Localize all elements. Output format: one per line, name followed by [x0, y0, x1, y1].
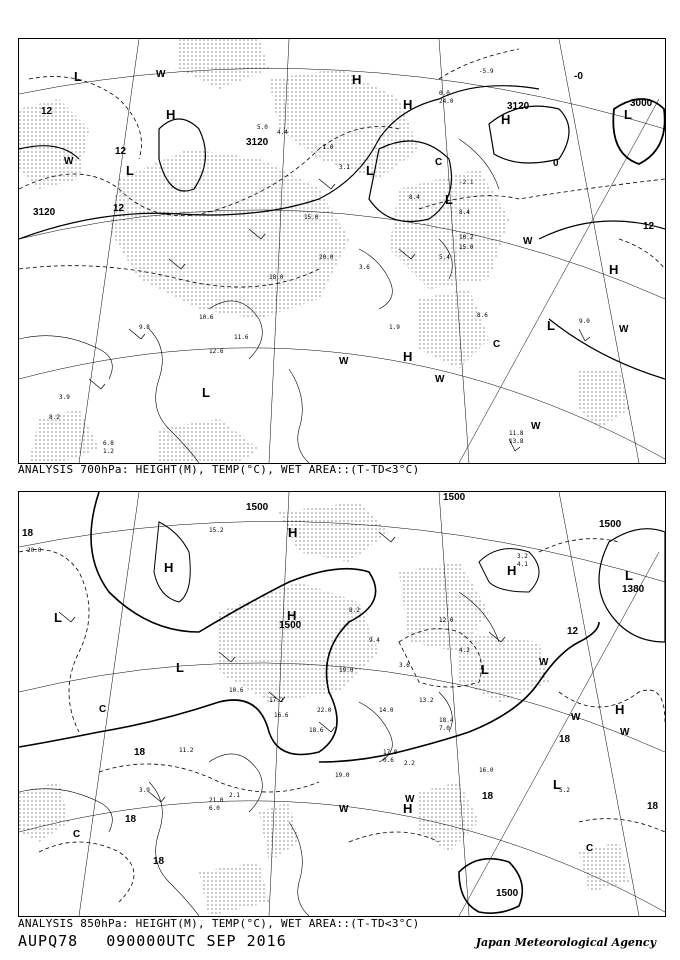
obs-value: 3.9: [59, 394, 70, 401]
obs-value: 10.6: [229, 687, 244, 694]
low-center: L: [54, 610, 62, 625]
warm-center: W: [619, 324, 629, 335]
warm-center: W: [620, 727, 630, 738]
isotherms: [19, 539, 665, 902]
temp-label: 18: [647, 801, 659, 812]
cold-center: C: [435, 157, 443, 168]
low-center: L: [625, 568, 633, 583]
obs-value: 18.6: [309, 727, 324, 734]
low-center: L: [445, 192, 453, 207]
panel-850-caption: ANALYSIS 850hPa: HEIGHT(M), TEMP(°C), WET AREA::(T-TD<3°C): [18, 917, 420, 930]
low-center: L: [126, 163, 134, 178]
height-label: 1500: [279, 620, 302, 631]
obs-value: 18.4: [439, 717, 454, 724]
height-label: 3120: [33, 207, 56, 218]
temp-label: 12: [113, 203, 125, 214]
obs-value: 2.1: [229, 792, 240, 799]
high-center: H: [403, 801, 413, 816]
analysis-850hpa-map: [18, 491, 666, 917]
panel-700-caption: ANALYSIS 700hPa: HEIGHT(M), TEMP(°C), WET AREA::(T-TD<3°C): [18, 463, 420, 476]
low-center: L: [366, 163, 374, 178]
obs-value: 17.0: [383, 749, 398, 756]
obs-value: 5.4: [439, 254, 450, 261]
obs-value: 0.6: [383, 757, 394, 764]
height-label: 3120: [246, 137, 269, 148]
obs-value: 3.9: [139, 787, 150, 794]
obs-value: 22.0: [317, 707, 332, 714]
obs-value: 6.0: [209, 805, 220, 812]
wet-area-stipple: [19, 39, 629, 463]
obs-value: 16.6: [274, 712, 289, 719]
temp-label: W: [523, 236, 533, 247]
obs-value: 9.8: [139, 324, 150, 331]
map-850hpa-graphics: [19, 492, 665, 916]
obs-value: 4.1: [517, 561, 528, 568]
chart-datetime: 090000UTC SEP 2016: [106, 932, 287, 950]
obs-value: -1.0: [319, 144, 334, 151]
pressure-systems: [54, 525, 633, 854]
obs-value: 8.4: [459, 209, 470, 216]
obs-value: 12.0: [439, 617, 454, 624]
obs-value: 13.2: [419, 697, 434, 704]
high-center: H: [403, 97, 413, 112]
obs-value: 18.0: [269, 274, 284, 281]
temperature-labels: [22, 528, 659, 867]
low-center: L: [624, 107, 632, 122]
high-center: H: [501, 112, 511, 127]
obs-value: 24.0: [439, 98, 454, 105]
obs-value: 8.2: [49, 414, 60, 421]
temp-label: 0: [553, 158, 559, 169]
obs-value: 15.2: [209, 527, 224, 534]
high-center: H: [609, 262, 619, 277]
obs-value: 6.8: [103, 440, 114, 447]
cold-center: C: [73, 829, 81, 840]
obs-value: 3.6: [359, 264, 370, 271]
high-center: H: [507, 563, 517, 578]
temp-label: 18: [22, 528, 34, 539]
high-center: H: [164, 560, 174, 575]
high-center: H: [615, 702, 625, 717]
cold-center: C: [99, 704, 107, 715]
low-center: L: [74, 69, 82, 84]
warm-center: W: [571, 712, 581, 723]
obs-value: -2.1: [459, 179, 474, 186]
analysis-700hpa-map: [18, 38, 666, 464]
obs-value: 1.9: [389, 324, 400, 331]
obs-value: 9.4: [369, 637, 380, 644]
low-center: L: [481, 662, 489, 677]
chart-code: AUPQ78: [18, 932, 79, 950]
high-center: H: [166, 107, 176, 122]
warm-center: W: [156, 69, 166, 80]
obs-value: 8.4: [409, 194, 420, 201]
high-center: H: [287, 608, 297, 623]
temp-label: 12: [567, 626, 579, 637]
obs-value: 11.2: [179, 747, 194, 754]
temp-label: 12: [115, 146, 127, 157]
temp-label: 18: [153, 856, 165, 867]
temp-label: 18: [134, 747, 146, 758]
chart-identifier: [18, 932, 315, 950]
temp-label: 12: [41, 106, 53, 117]
obs-value: 14.0: [379, 707, 394, 714]
temp-label: 18: [125, 814, 137, 825]
warm-center: W: [339, 356, 349, 367]
obs-value: 4.4: [277, 129, 288, 136]
obs-value: 19.0: [335, 772, 350, 779]
high-center: H: [403, 349, 413, 364]
map-700hpa-graphics: [19, 39, 665, 463]
obs-value: 11.6: [234, 334, 249, 341]
obs-value: 17.2: [269, 697, 284, 704]
height-label: 1500: [246, 502, 269, 513]
temp-label: 18: [559, 734, 571, 745]
obs-value: 19.0: [339, 667, 354, 674]
cold-center: C: [493, 339, 501, 350]
obs-value: 3.2: [517, 553, 528, 560]
obs-value: 21.0: [209, 797, 224, 804]
obs-value: 5.0: [257, 124, 268, 131]
height-label: 1500: [599, 519, 622, 530]
high-center: H: [288, 525, 298, 540]
height-label: 1500: [443, 492, 466, 503]
warm-center: W: [539, 657, 549, 668]
obs-value: 1.2: [103, 448, 114, 455]
warm-center: W: [405, 794, 415, 805]
obs-value: 15.0: [459, 244, 474, 251]
obs-value: 2.2: [404, 760, 415, 767]
warm-center: W: [435, 374, 445, 385]
obs-value: 8.6: [477, 312, 488, 319]
height-label: 1500: [496, 888, 519, 899]
temp-label: -0: [574, 71, 583, 82]
obs-value: 12.6: [209, 348, 224, 355]
obs-value: 3.6: [399, 662, 410, 669]
agency-name: Japan Meteorological Agency: [475, 936, 656, 949]
obs-value: 9.0: [579, 318, 590, 325]
obs-value: 5.2: [559, 787, 570, 794]
obs-value: 13.8: [509, 438, 524, 445]
obs-value: 3.1: [339, 164, 350, 171]
obs-value: 15.0: [304, 214, 319, 221]
obs-value: 0.0: [439, 90, 450, 97]
obs-value: 20.0: [27, 547, 42, 554]
obs-value: 10.6: [199, 314, 214, 321]
low-center: L: [176, 660, 184, 675]
height-label: 3000: [630, 98, 653, 109]
cold-center: C: [586, 843, 594, 854]
height-label: 3120: [507, 101, 530, 112]
temp-label: 12: [643, 221, 655, 232]
obs-value: 10.2: [459, 234, 474, 241]
low-center: L: [547, 318, 555, 333]
obs-value: 11.8: [509, 430, 524, 437]
obs-value: -5.9: [479, 68, 494, 75]
obs-value: 4.2: [459, 647, 470, 654]
warm-center: W: [531, 421, 541, 432]
height-label: 1380: [622, 584, 645, 595]
low-center: L: [202, 385, 210, 400]
temp-label: 18: [482, 791, 494, 802]
high-center: H: [352, 72, 362, 87]
low-center: L: [553, 777, 561, 792]
warm-center: W: [64, 156, 74, 167]
obs-value: 7.0: [439, 725, 450, 732]
obs-value: 8.2: [349, 607, 360, 614]
obs-value: 20.0: [319, 254, 334, 261]
obs-value: 16.0: [479, 767, 494, 774]
warm-center: W: [339, 804, 349, 815]
